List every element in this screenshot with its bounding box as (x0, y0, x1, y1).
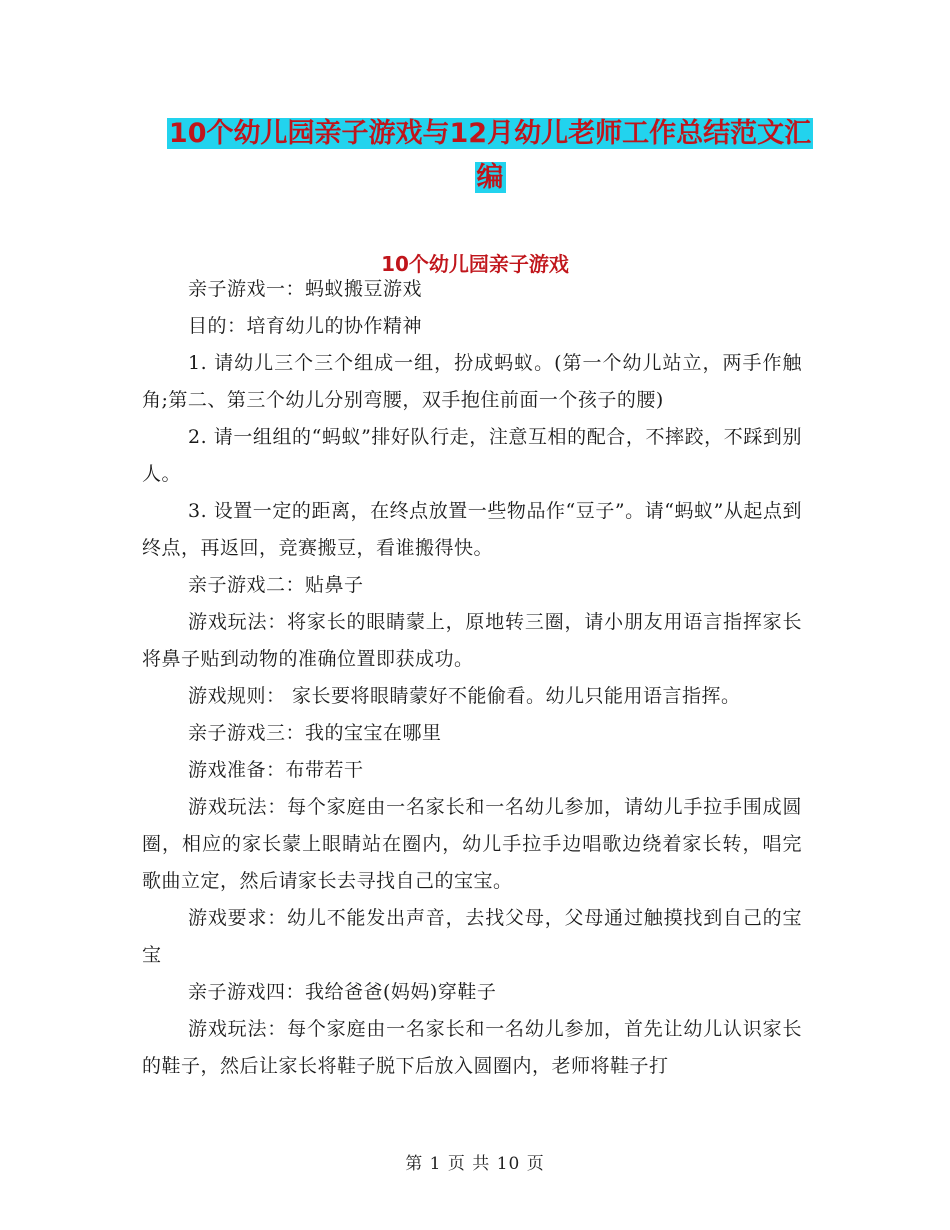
paragraph: 游戏玩法：每个家庭由一名家长和一名幼儿参加，首先让幼儿认识家长的鞋子，然后让家长将鞋子脱下后放入圆圈内，老师将鞋子打 (142, 1018, 802, 1077)
paragraph: 1. 请幼儿三个三个组成一组，扮成蚂蚁。(第一个幼儿站立，两手作触角;第二、第三个幼儿分别弯腰，双手抱住前面一个孩子的腰) (142, 352, 802, 411)
document-body (142, 271, 802, 1085)
paragraph: 亲子游戏四：我给爸爸(妈妈)穿鞋子 (188, 981, 497, 1003)
paragraph: 游戏要求：幼儿不能发出声音，去找父母，父母通过触摸找到自己的宝宝 (142, 907, 802, 966)
section-title: 10个幼儿园亲子游戏 (381, 252, 569, 276)
paragraph: 游戏玩法：将家长的眼睛蒙上，原地转三圈，请小朋友用语言指挥家长将鼻子贴到动物的准确位置即获成功。 (142, 611, 802, 670)
paragraph: 2. 请一组组的“蚂蚁”排好队行走，注意互相的配合，不摔跤，不踩到别人。 (142, 426, 802, 485)
paragraph: 亲子游戏一：蚂蚁搬豆游戏 (188, 278, 423, 300)
paragraph: 3. 设置一定的距离，在终点放置一些物品作“豆子”。请“蚂蚁”从起点到终点，再返回，竞赛搬豆，看谁搬得快。 (142, 500, 802, 559)
paragraph: 目的：培育幼儿的协作精神 (188, 315, 423, 337)
paragraph: 游戏规则： 家长要将眼睛蒙好不能偷看。幼儿只能用语言指挥。 (188, 685, 741, 707)
paragraph: 亲子游戏二：贴鼻子 (188, 574, 364, 596)
page-number-footer: 第 1 页 共 10 页 (405, 1154, 545, 1174)
document-title-line-1: 10个幼儿园亲子游戏与12月幼儿老师工作总结范文汇 (168, 118, 812, 149)
document-title (150, 112, 830, 200)
paragraph: 游戏准备：布带若干 (188, 759, 364, 781)
document-title-line-2: 编 (476, 162, 504, 193)
paragraph: 亲子游戏三：我的宝宝在哪里 (188, 722, 442, 744)
paragraph: 游戏玩法：每个家庭由一名家长和一名幼儿参加，请幼儿手拉手围成圆圈，相应的家长蒙上眼睛站在圈内，幼儿手拉手边唱歌边绕着家长转，唱完歌曲立定，然后请家长去寻找自己的宝宝。 (142, 796, 802, 892)
